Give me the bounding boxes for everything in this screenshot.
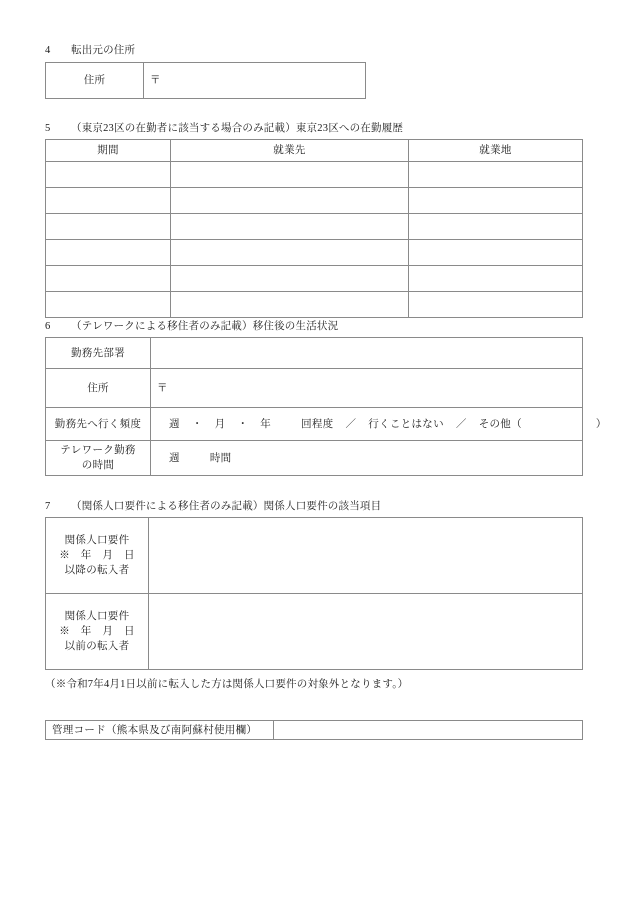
option-month[interactable]: 月 <box>214 418 226 430</box>
section-7-table <box>45 517 583 670</box>
option-year[interactable]: 年 <box>260 418 272 430</box>
commute-frequency-options-cell[interactable] <box>151 408 607 441</box>
population-requirement-after-label-cell <box>46 518 149 594</box>
section-4-table <box>45 62 366 99</box>
table-row <box>46 63 366 99</box>
separator-dot: ・ <box>191 418 203 430</box>
address-label-cell: 住所 <box>46 369 151 408</box>
postal-mark-icon: 〒 <box>150 75 161 86</box>
slash-separator: ／ <box>455 418 467 430</box>
label-line3: 以前の転入者 <box>64 641 130 652</box>
option-never-go[interactable]: 行くことはない <box>368 418 444 430</box>
table-row <box>46 594 583 670</box>
telework-hours-label-line2: の時間 <box>81 460 115 471</box>
column-header-worklocation: 就業地 <box>409 140 583 162</box>
department-input-cell[interactable] <box>151 338 583 369</box>
column-header-period: 期間 <box>46 140 171 162</box>
section-4 <box>45 44 135 58</box>
unit-suffix-hours: 時間 <box>209 452 232 464</box>
admin-code-input-cell[interactable] <box>274 721 583 740</box>
section-6-number: 6 <box>45 321 51 332</box>
table-row <box>46 292 583 318</box>
address-label-cell: 住所 <box>46 63 144 99</box>
section-7-number: 7 <box>45 501 51 512</box>
department-label-cell: 勤務先部署 <box>46 338 151 369</box>
table-row <box>46 338 583 369</box>
section-6-table <box>45 337 607 476</box>
table-row <box>46 266 583 292</box>
population-requirement-before-label-cell <box>46 594 149 670</box>
section-6-title: （テレワークによる移住者のみ記載）移住後の生活状況 <box>71 321 339 332</box>
label-line2: ※ 年 月 日 <box>59 626 135 637</box>
section-6 <box>45 320 338 334</box>
section-6-heading <box>45 320 338 334</box>
table-row <box>46 162 583 188</box>
postal-mark-icon: 〒 <box>157 382 168 394</box>
cell-worklocation[interactable] <box>409 162 583 188</box>
cell-worklocation[interactable] <box>409 214 583 240</box>
table-row <box>46 214 583 240</box>
cell-period[interactable] <box>46 266 171 292</box>
label-line3: 以降の転入者 <box>64 565 130 576</box>
label-line1: 関係人口要件 <box>64 535 130 546</box>
address-input-cell[interactable] <box>144 63 366 99</box>
option-other-close-paren: ） <box>595 418 607 430</box>
cell-worklocation[interactable] <box>409 266 583 292</box>
cell-worklocation[interactable] <box>409 292 583 318</box>
count-text: 回程度 <box>301 418 334 430</box>
cell-workplace[interactable] <box>171 188 409 214</box>
table-row <box>46 240 583 266</box>
section-5 <box>45 122 403 136</box>
label-line2: ※ 年 月 日 <box>59 550 135 561</box>
cell-workplace[interactable] <box>171 240 409 266</box>
cell-worklocation[interactable] <box>409 188 583 214</box>
table-row <box>46 188 583 214</box>
table-row <box>46 518 583 594</box>
cell-worklocation[interactable] <box>409 240 583 266</box>
cell-period[interactable] <box>46 188 171 214</box>
cell-period[interactable] <box>46 214 171 240</box>
cell-workplace[interactable] <box>171 214 409 240</box>
address-input-cell[interactable] <box>151 369 583 408</box>
section-7-heading <box>45 500 381 514</box>
telework-hours-label-line1: テレワーク勤務 <box>60 445 136 456</box>
section-4-heading <box>45 44 135 58</box>
section-5-heading <box>45 122 403 136</box>
section-7-title: （関係人口要件による移住者のみ記載）関係人口要件の該当項目 <box>71 501 382 512</box>
table-row <box>46 721 583 740</box>
section-4-number: 4 <box>45 45 51 56</box>
admin-code-label-cell: 管理コード（熊本県及び南阿蘇村使用欄） <box>46 721 274 740</box>
section-4-title: 転出元の住所 <box>71 45 136 56</box>
cell-workplace[interactable] <box>171 292 409 318</box>
section-7-note: （※令和7年4月1日以前に転入した方は関係人口要件の対象外となります。） <box>45 679 409 690</box>
table-header-row <box>46 140 583 162</box>
section-5-number: 5 <box>45 123 51 134</box>
section-7 <box>45 500 381 514</box>
cell-workplace[interactable] <box>171 266 409 292</box>
table-row <box>46 441 583 476</box>
slash-separator: ／ <box>345 418 357 430</box>
cell-period[interactable] <box>46 162 171 188</box>
admin-code-table <box>45 720 583 740</box>
option-other[interactable]: その他（ <box>478 418 522 430</box>
unit-prefix-week: 週 <box>169 452 180 464</box>
cell-period[interactable] <box>46 240 171 266</box>
table-row <box>46 369 583 408</box>
label-line1: 関係人口要件 <box>64 611 130 622</box>
option-week[interactable]: 週 <box>169 418 180 430</box>
column-header-workplace: 就業先 <box>171 140 409 162</box>
telework-hours-input-cell[interactable] <box>151 441 583 476</box>
table-row <box>46 408 583 441</box>
commute-frequency-label-cell: 勤務先へ行く頻度 <box>46 408 151 441</box>
cell-period[interactable] <box>46 292 171 318</box>
population-requirement-after-input-cell[interactable] <box>149 518 583 594</box>
separator-dot: ・ <box>237 418 249 430</box>
section-5-table <box>45 139 583 318</box>
cell-workplace[interactable] <box>171 162 409 188</box>
population-requirement-before-input-cell[interactable] <box>149 594 583 670</box>
section-5-title: （東京23区の在勤者に該当する場合のみ記載）東京23区への在勤履歴 <box>71 123 404 134</box>
telework-hours-label-cell <box>46 441 151 476</box>
